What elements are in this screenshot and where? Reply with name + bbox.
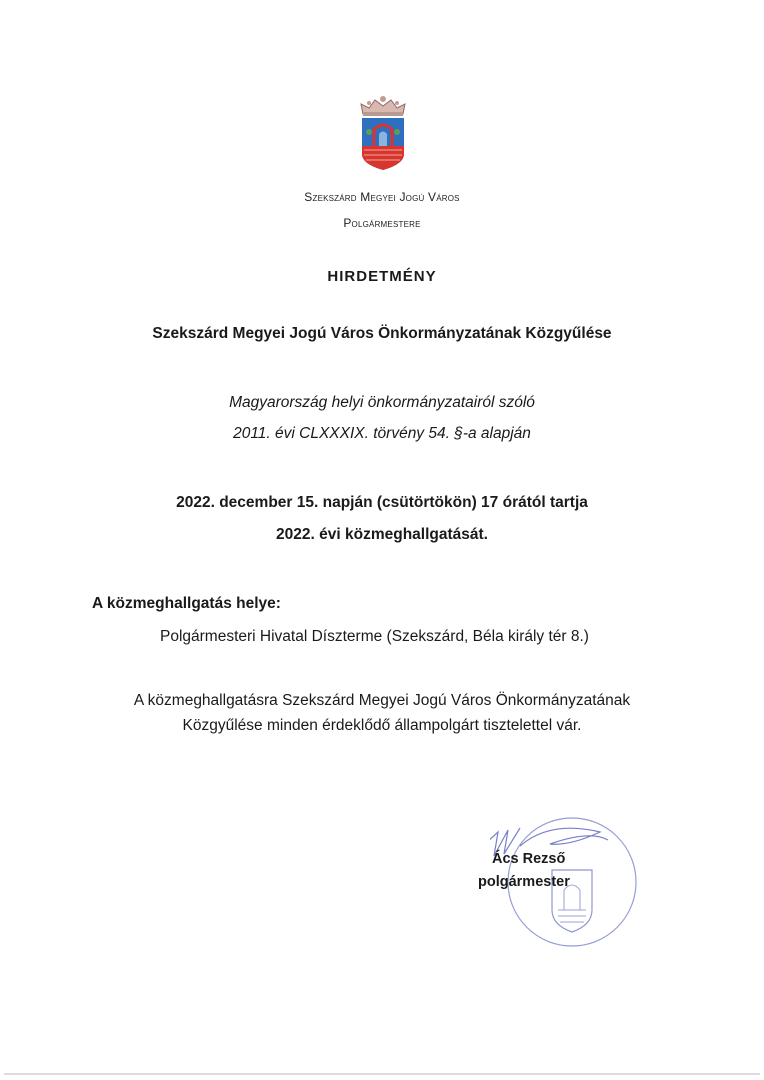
city-coat-of-arms [357,92,409,172]
signatory-name: Ács Rezső [492,851,566,867]
signatory-role: polgármester [478,874,570,890]
document-title: HIRDETMÉNY [327,268,437,285]
location-label: A közmeghallgatás helye: [92,595,281,612]
org-name: Szekszárd Megyei Jogú Város [304,190,460,204]
legal-basis-line2: 2011. évi CLXXXIX. törvény 54. §-a alapján [233,425,531,442]
invitation-line1: A közmeghallgatásra Szekszárd Megyei Jogú Város Önkormányzatának [133,692,631,709]
location-value: Polgármesteri Hivatal Díszterme (Szekszárd, Béla király tér 8.) [160,628,589,645]
coat-of-arms-icon [357,92,409,172]
org-title: Polgármestere [343,216,421,230]
event-date: 2022. december 15. napján (csütörtökön) 17 órától tartja [176,494,588,511]
page-bottom-edge [4,1073,760,1075]
invitation-line2: Közgyűlése minden érdeklődő állampolgárt tisztelettel vár. [182,717,582,734]
body-heading: Szekszárd Megyei Jogú Város Önkormányzatának Közgyűlése [152,325,612,342]
legal-basis-line1: Magyarország helyi önkormányzatairól szóló [229,394,535,411]
event-description: 2022. évi közmeghallgatását. [276,526,488,543]
